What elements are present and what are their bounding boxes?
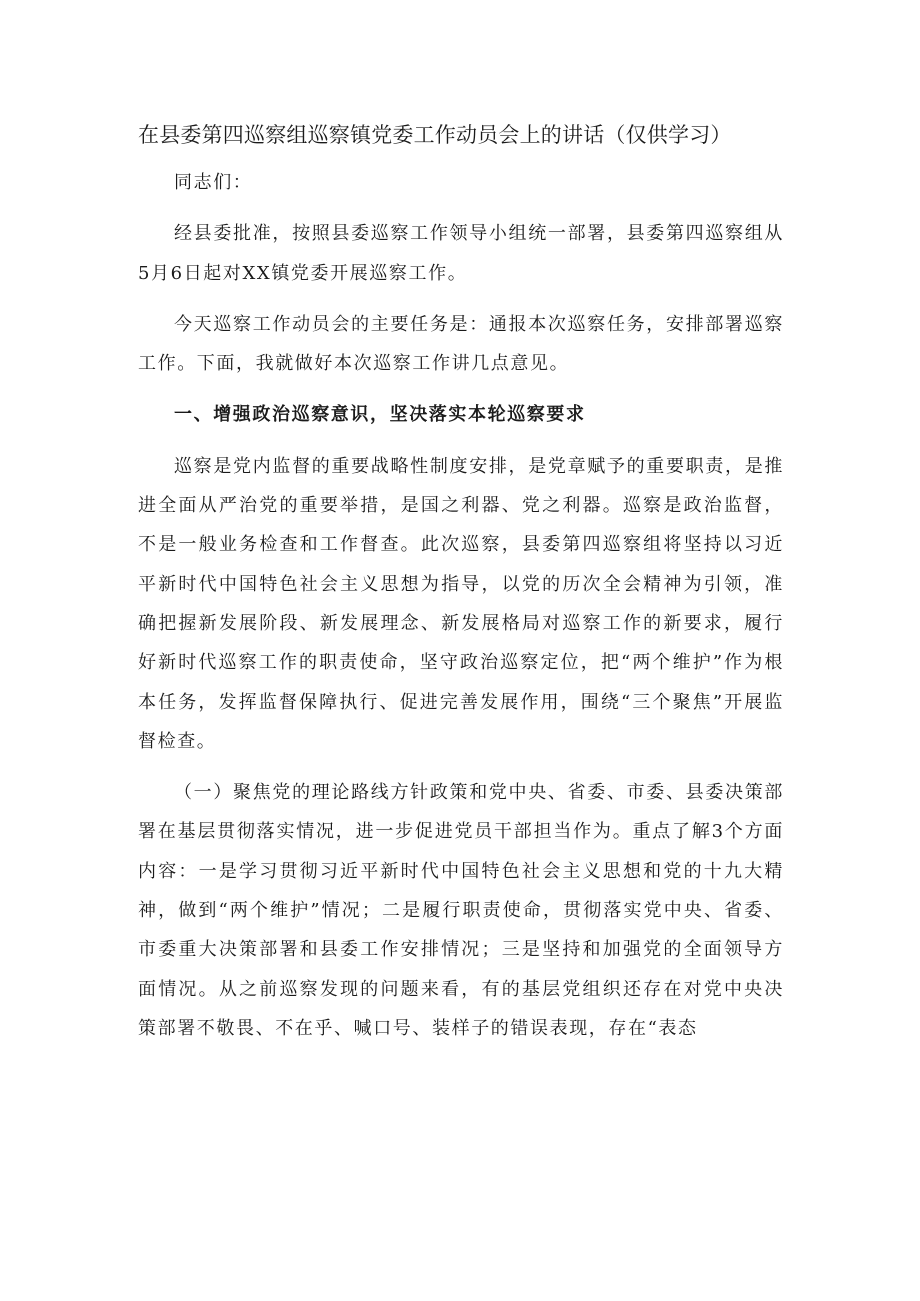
paragraph-meeting-tasks: 今天巡察工作动员会的主要任务是：通报本次巡察任务，安排部署巡察工作。下面，我就做好本次巡察工作讲几点意见。 — [138, 313, 784, 375]
paragraph-inspection-overview: 巡察是党内监督的重要战略性制度安排，是党章赋予的重要职责，是推进全面从严治党的重要举措，是国之利器、党之利器。巡察是政治监督，不是一般业务检查和工作督查。此次巡察，县委第四巡察组将坚持以习近平新时代中国特色社会主义思想为指导，以党的历次全会精神为引领，准确把握新发展阶段、新发展理念、新发展格局对巡察工作的新要求，履行好新时代巡察工作的职责使命，坚守政治巡察定位，把“两个维护”作为根本任务，发挥监督保障执行、促进完善发展作用，围绕“三个聚焦”开展监督检查。 — [138, 455, 784, 752]
section-heading-1: 一、增强政治巡察意识，坚决落实本轮巡察要求 — [174, 404, 586, 426]
paragraph-approval: 经县委批准，按照县委巡察工作领导小组统一部署，县委第四巡察组从5月6日起对XX镇党委开展巡察工作。 — [138, 223, 784, 284]
document-title: 在县委第四巡察组巡察镇党委工作动员会上的讲话（仅供学习） — [138, 123, 732, 147]
document-body — [138, 163, 784, 1060]
paragraph-focus-1: （一）聚焦党的理论路线方针政策和党中央、省委、市委、县委决策部署在基层贯彻落实情况，进一步促进党员干部担当作为。重点了解3个方面内容：一是学习贯彻习近平新时代中国特色社会主义思想和党的十九大精神，做到“两个维护”情况；二是履行职责使命，贯彻落实党中央、省委、市委重大决策部署和县委工作安排情况；三是坚持和加强党的全面领导方面情况。从之前巡察发现的问题来看，有的基层党组织还存在对党中央决策部署不敬畏、不在乎、喊口号、装样子的错误表现，存在“表态 — [138, 782, 784, 1039]
greeting: 同志们： — [174, 172, 253, 193]
